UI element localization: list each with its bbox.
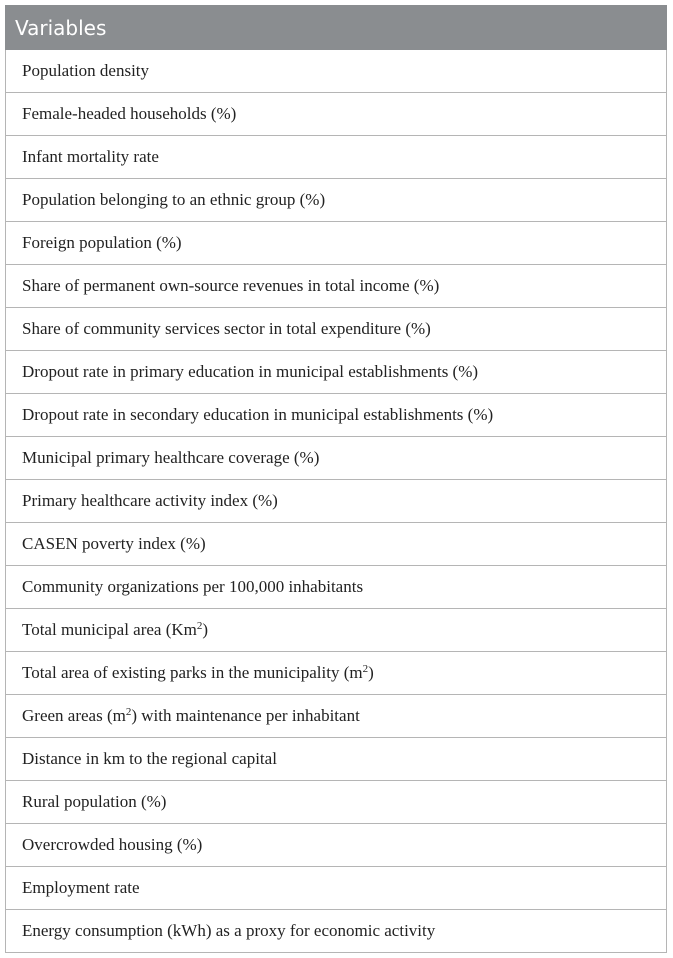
superscript-exponent: 2 — [125, 706, 132, 718]
table-row — [6, 910, 667, 953]
table-row — [6, 781, 667, 824]
variable-label: Energy consumption (kWh) as a proxy for economic activity — [22, 921, 436, 940]
table-row — [6, 738, 667, 781]
variable-cell — [6, 609, 667, 652]
variable-label-suffix: ) with maintenance per inhabitant — [131, 706, 360, 725]
variable-label: Green areas (m — [22, 706, 126, 725]
variable-label: Rural population (%) — [22, 792, 167, 811]
variable-label: Primary healthcare activity index (%) — [22, 491, 278, 510]
table-row — [6, 93, 667, 136]
superscript-exponent: 2 — [196, 620, 203, 632]
variable-label: Infant mortality rate — [22, 147, 159, 166]
variable-label: Overcrowded housing (%) — [22, 835, 203, 854]
variable-cell — [6, 93, 667, 136]
table-row — [6, 523, 667, 566]
variable-label: Employment rate — [22, 878, 140, 897]
table-row — [6, 867, 667, 910]
variable-label: Female-headed households (%) — [22, 104, 237, 123]
variable-cell — [6, 738, 667, 781]
variable-cell — [6, 351, 667, 394]
table-row — [6, 136, 667, 179]
variable-cell — [6, 781, 667, 824]
variable-label: Municipal primary healthcare coverage (%) — [22, 448, 320, 467]
variable-label: Share of permanent own-source revenues in total income (%) — [22, 276, 440, 295]
variable-label: Foreign population (%) — [22, 233, 182, 252]
variable-label: Dropout rate in primary education in municipal establishments (%) — [22, 362, 479, 381]
variable-label: Distance in km to the regional capital — [22, 749, 277, 768]
table-header-row — [6, 6, 667, 50]
table-row — [6, 222, 667, 265]
variable-label: Total municipal area (Km — [22, 620, 197, 639]
variable-label-suffix: ) — [368, 663, 374, 682]
table-row — [6, 566, 667, 609]
variable-cell — [6, 824, 667, 867]
variable-cell — [6, 523, 667, 566]
table-row — [6, 50, 667, 93]
variable-label-suffix: ) — [202, 620, 209, 639]
variable-cell — [6, 394, 667, 437]
table-row — [6, 308, 667, 351]
variable-cell — [6, 50, 667, 93]
variable-cell — [6, 910, 667, 953]
table-row — [6, 179, 667, 222]
variable-cell — [6, 437, 667, 480]
column-header-variables: Variables — [6, 6, 667, 50]
table-row — [6, 652, 667, 695]
table-row — [6, 695, 667, 738]
variable-cell — [6, 652, 667, 695]
superscript-exponent: 2 — [362, 663, 369, 675]
table-row — [6, 480, 667, 523]
table-row — [6, 437, 667, 480]
table-row — [6, 609, 667, 652]
variable-cell — [6, 265, 667, 308]
variable-label: Share of community services sector in total expenditure (%) — [22, 319, 431, 338]
variable-cell — [6, 136, 667, 179]
table-row — [6, 265, 667, 308]
table-row — [6, 824, 667, 867]
variable-label: Population belonging to an ethnic group (%) — [22, 190, 326, 209]
variable-label: Total area of existing parks in the municipality (m — [22, 663, 363, 682]
variable-label: CASEN poverty index (%) — [22, 534, 206, 553]
variable-cell — [6, 308, 667, 351]
variable-label: Dropout rate in secondary education in municipal establishments (%) — [22, 405, 494, 424]
variable-label: Population density — [22, 61, 150, 80]
table-body — [6, 50, 667, 953]
variable-cell — [6, 179, 667, 222]
variable-cell — [6, 867, 667, 910]
variable-cell — [6, 566, 667, 609]
variables-table — [5, 5, 667, 953]
variable-cell — [6, 222, 667, 265]
variable-cell — [6, 480, 667, 523]
table-row — [6, 351, 667, 394]
table-row — [6, 394, 667, 437]
variable-label: Community organizations per 100,000 inhabitants — [22, 577, 364, 596]
variable-cell — [6, 695, 667, 738]
